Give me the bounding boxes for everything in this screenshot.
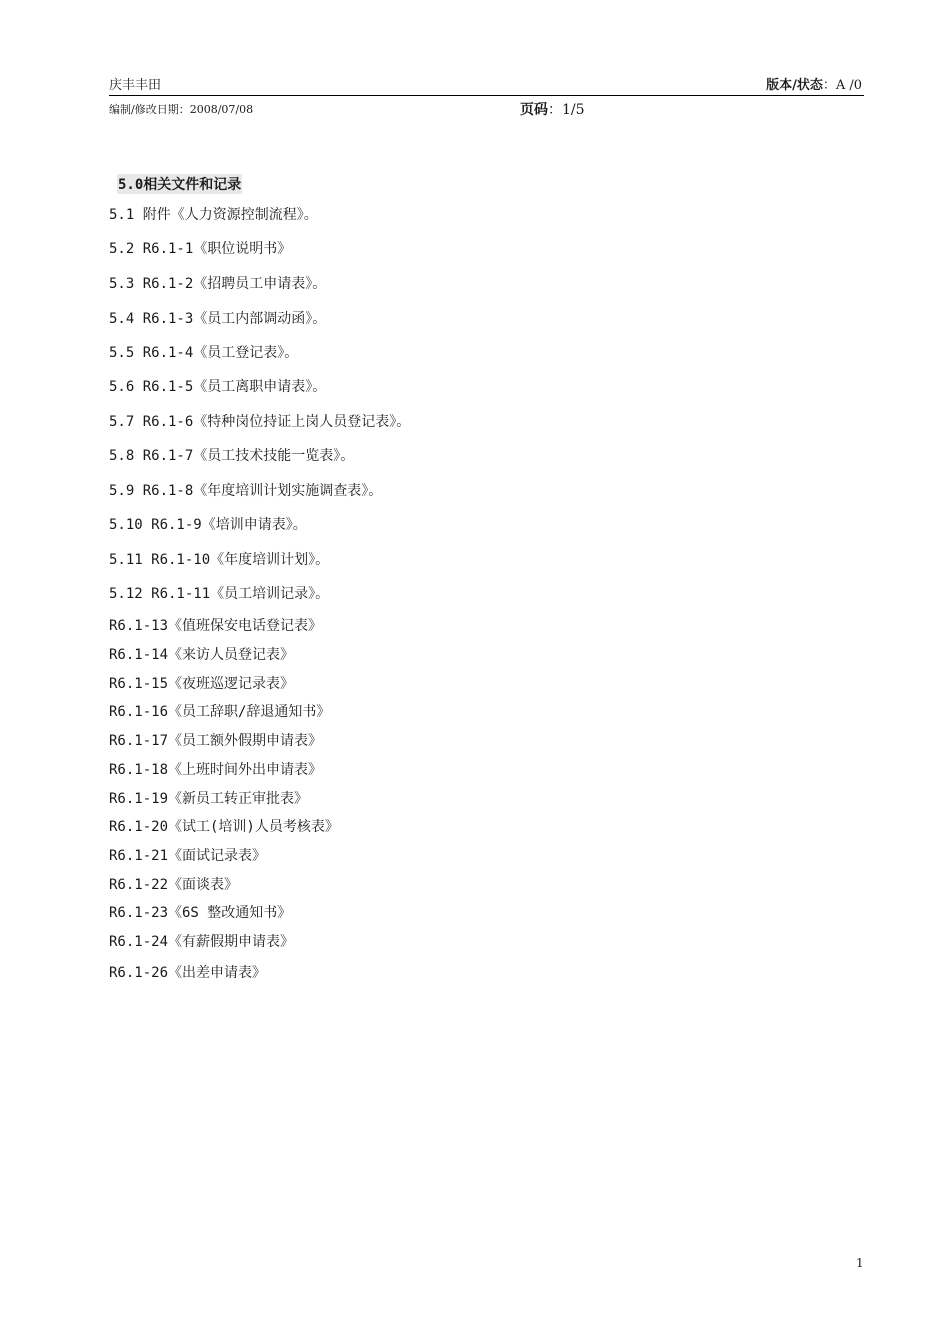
list-item: R6.1-19《新员工转正审批表》: [109, 791, 309, 807]
list-item: R6.1-13《值班保安电话登记表》: [109, 618, 323, 634]
list-item: 5.2 R6.1-1《职位说明书》: [109, 241, 292, 257]
header-page-indicator: [520, 99, 585, 119]
list-item: R6.1-24《有薪假期申请表》: [109, 934, 295, 950]
list-item: R6.1-22《面谈表》: [109, 877, 239, 893]
page-label: 页码: [520, 102, 548, 118]
list-item: R6.1-18《上班时间外出申请表》: [109, 762, 323, 778]
list-item: 5.3 R6.1-2《招聘员工申请表》。: [109, 276, 327, 292]
list-item: 5.11 R6.1-10《年度培训计划》。: [109, 552, 330, 568]
header-divider: [109, 95, 864, 96]
list-item: R6.1-17《员工额外假期申请表》: [109, 733, 323, 749]
list-item: 5.10 R6.1-9《培训申请表》。: [109, 517, 307, 533]
list-item: R6.1-16《员工辞职/辞退通知书》: [109, 704, 331, 720]
list-item: R6.1-23《6S 整改通知书》: [109, 905, 292, 921]
list-item: R6.1-15《夜班巡逻记录表》: [109, 676, 295, 692]
list-item: 5.1 附件《人力资源控制流程》。: [109, 207, 318, 223]
list-item: R6.1-26《出差申请表》: [109, 965, 267, 981]
page-value: ：1/5: [548, 102, 585, 118]
header-company: 庆丰丰田: [109, 78, 162, 93]
header-date: 编制/修改日期：2008/07/08: [109, 103, 254, 116]
list-item: 5.9 R6.1-8《年度培训计划实施调查表》。: [109, 483, 383, 499]
page-number: 1: [856, 1256, 864, 1270]
list-item: 5.8 R6.1-7《员工技术技能一览表》。: [109, 448, 355, 464]
list-item: R6.1-14《来访人员登记表》: [109, 647, 295, 663]
list-item: 5.6 R6.1-5《员工离职申请表》。: [109, 379, 327, 395]
version-label: 版本/状态: [766, 78, 823, 93]
list-item: 5.4 R6.1-3《员工内部调动函》。: [109, 311, 327, 327]
list-item: R6.1-21《面试记录表》: [109, 848, 267, 864]
list-item: 5.5 R6.1-4《员工登记表》。: [109, 345, 299, 361]
section-title: 5.0相关文件和记录: [117, 174, 242, 194]
list-item: 5.12 R6.1-11《员工培训记录》。: [109, 586, 330, 602]
list-item: 5.7 R6.1-6《特种岗位持证上岗人员登记表》。: [109, 414, 411, 430]
header-version: [766, 74, 862, 93]
list-item: R6.1-20《试工(培训)人员考核表》: [109, 819, 339, 835]
version-value: ：A /0: [822, 78, 862, 93]
